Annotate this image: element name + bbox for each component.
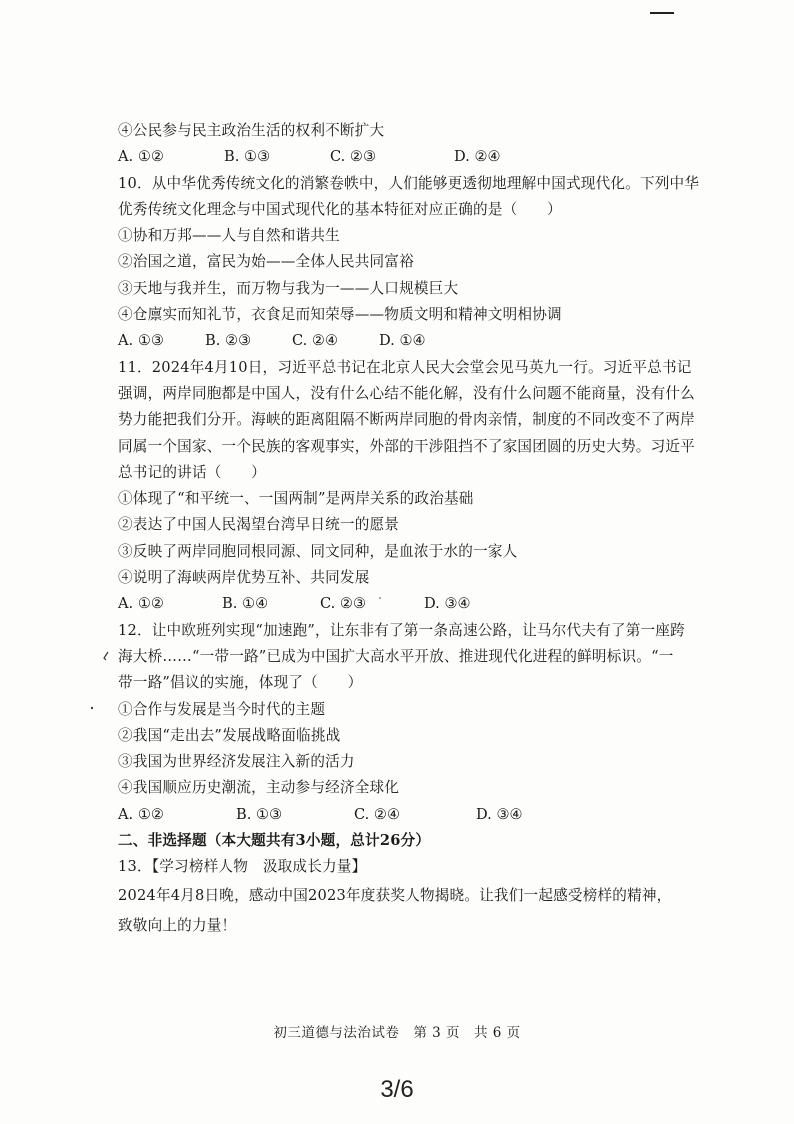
q10-stem-line-2: 优秀传统文化理念与中国式现代化的基本特征对应正确的是（ ） [118, 200, 562, 218]
page-counter: 3/6 [380, 1076, 414, 1103]
q9-choice-a: A. ①② [118, 148, 164, 166]
q12-choice-b: B. ①③ [236, 805, 283, 823]
q12-choice-a: A. ①② [118, 805, 164, 823]
q11-choices [118, 591, 738, 617]
q11-choice-c: C. ②③ [320, 595, 367, 613]
q12-stem-line: 海大桥……“一带一路”已成为中国扩大高水平开放、推进现代化进程的鲜明标识。“一 [118, 647, 674, 665]
q9-choice-d: D. ②④ [454, 148, 501, 166]
q10-item: ④仓廪实而知礼节，衣食足而知荣辱——物质文明和精神文明相协调 [118, 306, 562, 324]
q10-choice-c: C. ②④ [292, 332, 339, 350]
q10-item: ③天地与我并生，而万物与我为一——人口规模巨大 [118, 279, 459, 297]
q12-item: ③我国为世界经济发展注入新的活力 [118, 753, 355, 771]
q10-choice-a: A. ①③ [118, 332, 164, 350]
q12-choices [118, 802, 738, 828]
q10-item: ②治国之道，富民为始——全体人民共同富裕 [118, 253, 414, 271]
q11-stem-line: 强调，两岸同胞都是中国人，没有什么心结不能化解，没有什么问题不能商量，没有什么 [118, 384, 695, 402]
q10-stem-line-1: 10．从中华优秀传统文化的消繁卷帙中，人们能够更透彻地理解中国式现代化。下列中华 [118, 174, 700, 192]
q13-text-line-1: 2024年4月8日晚，感动中国2023年度获奖人物揭晓。让我们一起感受榜样的精神， [118, 886, 672, 904]
q13-text-line-2: 致敬向上的力量！ [118, 916, 237, 934]
q11-stem-line: 同属一个国家、一个民族的客观事实，外部的干涉阻挡不了家国团圆的历史大势。习近平 [118, 437, 695, 455]
q11-item: ④说明了海峡两岸优势互补、共同发展 [118, 569, 370, 587]
q10-choice-d: D. ①④ [379, 332, 426, 350]
q12-stem-line: 带一路”倡议的实施，体现了（ ） [118, 674, 363, 692]
q12-item: ①合作与发展是当今时代的主题 [118, 700, 326, 718]
q13-title: 13．【学习榜样人物 汲取成长力量】 [118, 858, 367, 876]
q9-choice-b: B. ①③ [224, 148, 271, 166]
q9-choices [118, 144, 738, 170]
q11-stem-line: 势力能把我们分开。海峡的距离阻隔不断两岸同胞的骨肉亲情，制度的不同改变不了两岸 [118, 411, 695, 429]
q12-stem-line: 12．让中欧班列实现“加速跑”，让东非有了第一条高速公路，让马尔代夫有了第一座跨 [118, 621, 685, 639]
q9-option-4: ④公民参与民主政治生活的权利不断扩大 [118, 122, 385, 139]
exam-content [118, 118, 738, 941]
q11-stem-line: 总书记的讲话（ ） [118, 463, 266, 481]
q12-choice-d: D. ③④ [476, 805, 523, 823]
q11-choice-d: D. ③④ [424, 595, 471, 613]
q11-choice-a: A. ①② [118, 595, 164, 613]
q11-item: ②表达了中国人民渴望台湾早日统一的愿景 [118, 516, 400, 534]
q12-item: ②我国“走出去”发展战略面临挑战 [118, 726, 341, 744]
q9-choice-c: C. ②③ [330, 148, 377, 166]
section-heading: 二、非选择题（本大题共有3小题，总计26分） [118, 832, 431, 850]
q11-item: ①体现了“和平统一、一国两制”是两岸关系的政治基础 [118, 490, 474, 508]
q11-item: ③反映了两岸同胞同根同源、同文同种，是血浓于水的一家人 [118, 542, 518, 560]
q11-choice-b: B. ①④ [222, 595, 269, 613]
q12-choice-c: C. ②④ [354, 805, 401, 823]
q10-choices [118, 328, 738, 354]
q10-item: ①协和万邦——人与自然和谐共生 [118, 227, 340, 245]
page-footer: 初三道德与法治试卷 第 3 页 共 6 页 [273, 1025, 521, 1041]
q11-stem-line: 11．2024年4月10日，习近平总书记在北京人民大会堂会见马英九一行。习近平总书记 [118, 358, 692, 376]
q12-item: ④我国顺应历史潮流，主动参与经济全球化 [118, 779, 400, 797]
q10-choice-b: B. ②③ [205, 332, 252, 350]
